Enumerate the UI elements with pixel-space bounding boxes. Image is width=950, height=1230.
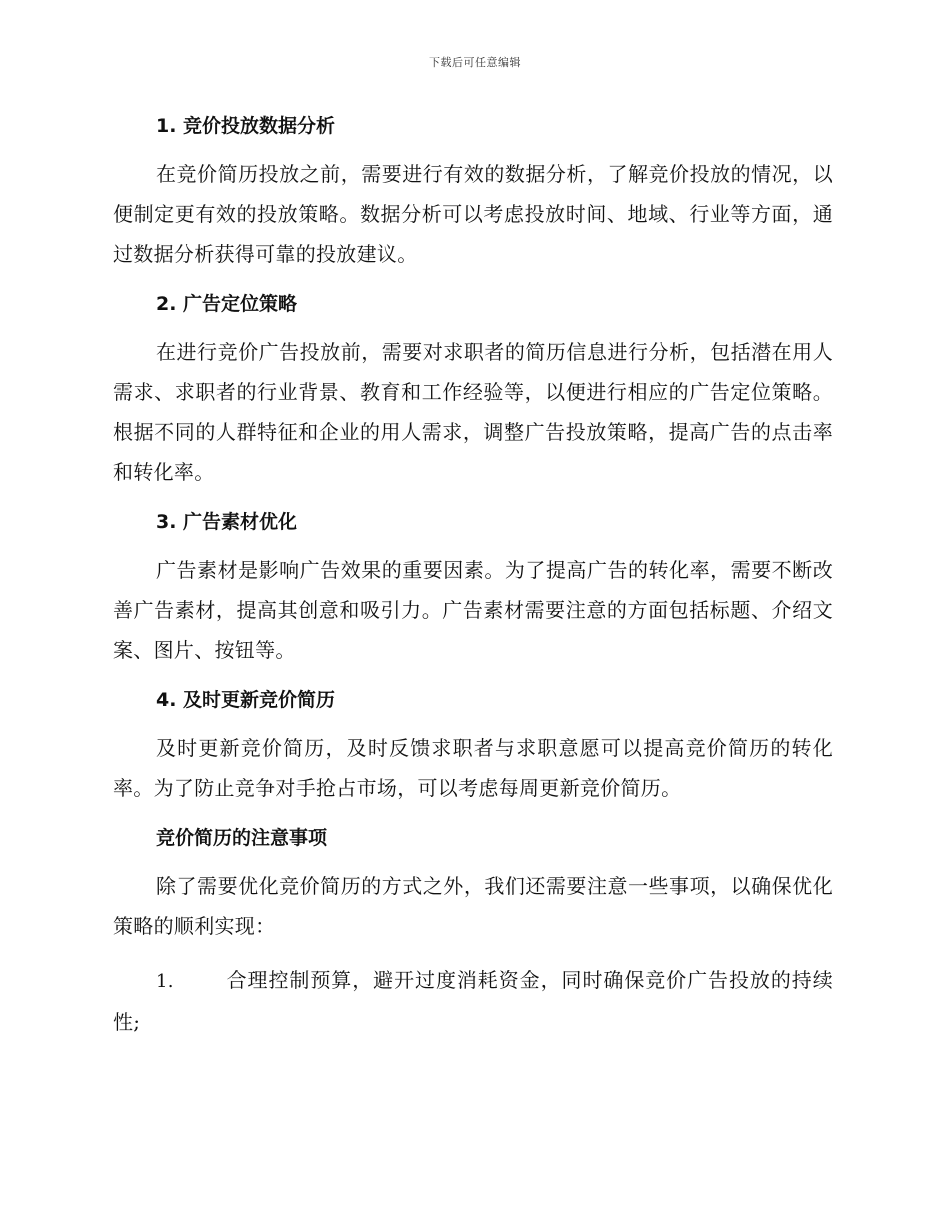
section-heading: 2. 广告定位策略 bbox=[156, 293, 298, 315]
section-ad-positioning bbox=[113, 288, 833, 492]
section-paragraph: 及时更新竞价简历，及时反馈求职者与求职意愿可以提高竞价简历的转化率。为了防止竞争对手抢占市场，可以考虑每周更新竞价简历。 bbox=[113, 736, 833, 800]
notes-list bbox=[113, 960, 833, 1042]
document-body bbox=[113, 110, 833, 1042]
list-item bbox=[113, 960, 833, 1042]
section-data-analysis bbox=[113, 110, 833, 274]
section-update-resume bbox=[113, 684, 833, 808]
list-item-text: 合理控制预算，避开过度消耗资金，同时确保竞价广告投放的持续性; bbox=[113, 968, 833, 1034]
page-header: 下载后可任意编辑 bbox=[429, 56, 521, 69]
section-heading: 4. 及时更新竞价简历 bbox=[156, 689, 336, 711]
section-ad-material bbox=[113, 506, 833, 670]
list-item-number: 1. bbox=[156, 971, 174, 992]
section-heading: 1. 竞价投放数据分析 bbox=[156, 115, 336, 137]
section-paragraph: 广告素材是影响广告效果的重要因素。为了提高广告的转化率，需要不断改善广告素材，提高其创意和吸引力。广告素材需要注意的方面包括标题、介绍文案、图片、按钮等。 bbox=[113, 558, 833, 662]
section-paragraph: 除了需要优化竞价简历的方式之外，我们还需要注意一些事项，以确保优化策略的顺利实现： bbox=[113, 874, 833, 938]
section-notes bbox=[113, 822, 833, 946]
section-paragraph: 在进行竞价广告投放前，需要对求职者的简历信息进行分析，包括潜在用人需求、求职者的行业背景、教育和工作经验等，以便进行相应的广告定位策略。根据不同的人群特征和企业的用人需求，调整广告投放策略，提高广告的点击率和转化率。 bbox=[113, 340, 833, 484]
section-heading: 竞价简历的注意事项 bbox=[156, 827, 328, 849]
section-paragraph: 在竞价简历投放之前，需要进行有效的数据分析，了解竞价投放的情况，以便制定更有效的投放策略。数据分析可以考虑投放时间、地域、行业等方面，通过数据分析获得可靠的投放建议。 bbox=[113, 162, 833, 266]
section-heading: 3. 广告素材优化 bbox=[156, 511, 298, 533]
